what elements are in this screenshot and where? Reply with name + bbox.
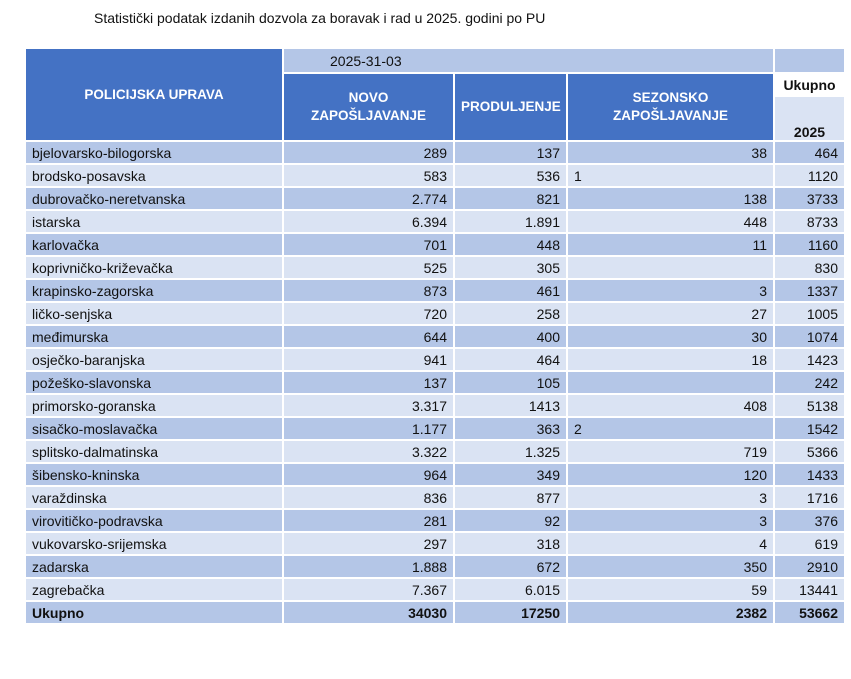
total-ukupno: 53662 [774, 601, 845, 624]
table-row [25, 187, 845, 210]
cell-novo-zaposljavanje: 941 [283, 348, 454, 371]
cell-sezonsko-zaposljavanje: 30 [567, 325, 774, 348]
header-policijska-uprava: POLICIJSKA UPRAVA [25, 48, 283, 141]
cell-policijska-uprava: vukovarsko-srijemska [25, 532, 283, 555]
cell-policijska-uprava: karlovačka [25, 233, 283, 256]
header-sezonsko-zaposljavanje: SEZONSKO ZAPOŠLJAVANJE [567, 73, 774, 141]
total-produljenje: 17250 [454, 601, 567, 624]
cell-sezonsko-zaposljavanje: 11 [567, 233, 774, 256]
table-row [25, 555, 845, 578]
cell-ukupno: 1542 [774, 417, 845, 440]
cell-policijska-uprava: krapinsko-zagorska [25, 279, 283, 302]
cell-novo-zaposljavanje: 701 [283, 233, 454, 256]
cell-ukupno: 13441 [774, 578, 845, 601]
cell-novo-zaposljavanje: 836 [283, 486, 454, 509]
header-ukupno: Ukupno [774, 73, 845, 96]
total-sezonsko-zaposljavanje: 2382 [567, 601, 774, 624]
cell-novo-zaposljavanje: 137 [283, 371, 454, 394]
cell-ukupno: 242 [774, 371, 845, 394]
cell-ukupno: 1337 [774, 279, 845, 302]
cell-policijska-uprava: osječko-baranjska [25, 348, 283, 371]
cell-policijska-uprava: šibensko-kninska [25, 463, 283, 486]
cell-sezonsko-zaposljavanje: 18 [567, 348, 774, 371]
cell-ukupno: 1120 [774, 164, 845, 187]
cell-policijska-uprava: brodsko-posavska [25, 164, 283, 187]
header-year: 2025 [774, 96, 845, 141]
cell-policijska-uprava: zagrebačka [25, 578, 283, 601]
cell-sezonsko-zaposljavanje: 408 [567, 394, 774, 417]
cell-produljenje: 105 [454, 371, 567, 394]
cell-ukupno: 376 [774, 509, 845, 532]
cell-produljenje: 318 [454, 532, 567, 555]
table-row [25, 532, 845, 555]
total-row [25, 601, 845, 624]
cell-novo-zaposljavanje: 6.394 [283, 210, 454, 233]
cell-novo-zaposljavanje: 964 [283, 463, 454, 486]
cell-novo-zaposljavanje: 3.317 [283, 394, 454, 417]
cell-produljenje: 6.015 [454, 578, 567, 601]
cell-policijska-uprava: zadarska [25, 555, 283, 578]
header-novo-zaposljavanje: NOVO ZAPOŠLJAVANJE [283, 73, 454, 141]
cell-sezonsko-zaposljavanje: 38 [567, 141, 774, 164]
table-row [25, 279, 845, 302]
cell-ukupno: 1716 [774, 486, 845, 509]
cell-novo-zaposljavanje: 1.888 [283, 555, 454, 578]
table-row [25, 256, 845, 279]
cell-novo-zaposljavanje: 1.177 [283, 417, 454, 440]
cell-sezonsko-zaposljavanje: 27 [567, 302, 774, 325]
cell-ukupno: 830 [774, 256, 845, 279]
table-row [25, 417, 845, 440]
cell-ukupno: 619 [774, 532, 845, 555]
permits-table [24, 47, 846, 625]
cell-ukupno: 1074 [774, 325, 845, 348]
cell-sezonsko-zaposljavanje: 3 [567, 279, 774, 302]
table-row [25, 371, 845, 394]
cell-policijska-uprava: varaždinska [25, 486, 283, 509]
total-label: Ukupno [25, 601, 283, 624]
cell-produljenje: 536 [454, 164, 567, 187]
table-body [25, 141, 845, 624]
cell-policijska-uprava: požeško-slavonska [25, 371, 283, 394]
cell-novo-zaposljavanje: 289 [283, 141, 454, 164]
cell-policijska-uprava: bjelovarsko-bilogorska [25, 141, 283, 164]
cell-ukupno: 5138 [774, 394, 845, 417]
cell-produljenje: 363 [454, 417, 567, 440]
cell-ukupno: 1423 [774, 348, 845, 371]
cell-produljenje: 400 [454, 325, 567, 348]
cell-produljenje: 305 [454, 256, 567, 279]
cell-policijska-uprava: virovitičko-podravska [25, 509, 283, 532]
cell-sezonsko-zaposljavanje: 4 [567, 532, 774, 555]
cell-novo-zaposljavanje: 281 [283, 509, 454, 532]
table-row [25, 210, 845, 233]
table-row [25, 486, 845, 509]
cell-produljenje: 349 [454, 463, 567, 486]
cell-sezonsko-zaposljavanje: 138 [567, 187, 774, 210]
table-row [25, 302, 845, 325]
cell-policijska-uprava: međimurska [25, 325, 283, 348]
header-date: 2025-31-03 [283, 48, 774, 73]
cell-produljenje: 821 [454, 187, 567, 210]
cell-produljenje: 92 [454, 509, 567, 532]
page-title: Statistički podatak izdanih dozvola za boravak i rad u 2025. godini po PU [94, 10, 546, 26]
header-produljenje: PRODULJENJE [454, 73, 567, 141]
cell-novo-zaposljavanje: 297 [283, 532, 454, 555]
table-row [25, 440, 845, 463]
cell-ukupno: 8733 [774, 210, 845, 233]
cell-ukupno: 464 [774, 141, 845, 164]
table-row [25, 509, 845, 532]
cell-novo-zaposljavanje: 644 [283, 325, 454, 348]
cell-produljenje: 672 [454, 555, 567, 578]
cell-ukupno: 2910 [774, 555, 845, 578]
table-row [25, 463, 845, 486]
cell-ukupno: 1433 [774, 463, 845, 486]
cell-sezonsko-zaposljavanje: 1 [567, 164, 774, 187]
cell-novo-zaposljavanje: 583 [283, 164, 454, 187]
cell-sezonsko-zaposljavanje: 3 [567, 509, 774, 532]
table-row [25, 394, 845, 417]
cell-produljenje: 258 [454, 302, 567, 325]
cell-produljenje: 877 [454, 486, 567, 509]
table-row [25, 348, 845, 371]
cell-produljenje: 464 [454, 348, 567, 371]
cell-produljenje: 1413 [454, 394, 567, 417]
cell-novo-zaposljavanje: 3.322 [283, 440, 454, 463]
cell-novo-zaposljavanje: 2.774 [283, 187, 454, 210]
header-empty-cell [774, 48, 845, 73]
cell-policijska-uprava: istarska [25, 210, 283, 233]
cell-sezonsko-zaposljavanje: 3 [567, 486, 774, 509]
cell-ukupno: 3733 [774, 187, 845, 210]
cell-sezonsko-zaposljavanje: 719 [567, 440, 774, 463]
cell-policijska-uprava: dubrovačko-neretvanska [25, 187, 283, 210]
cell-ukupno: 5366 [774, 440, 845, 463]
cell-policijska-uprava: ličko-senjska [25, 302, 283, 325]
table-row [25, 233, 845, 256]
cell-novo-zaposljavanje: 525 [283, 256, 454, 279]
cell-policijska-uprava: koprivničko-križevačka [25, 256, 283, 279]
cell-sezonsko-zaposljavanje: 350 [567, 555, 774, 578]
cell-novo-zaposljavanje: 873 [283, 279, 454, 302]
cell-sezonsko-zaposljavanje [567, 256, 774, 279]
cell-produljenje: 461 [454, 279, 567, 302]
table-row [25, 164, 845, 187]
table-row [25, 325, 845, 348]
table-row [25, 578, 845, 601]
cell-policijska-uprava: splitsko-dalmatinska [25, 440, 283, 463]
cell-produljenje: 1.891 [454, 210, 567, 233]
total-novo-zaposljavanje: 34030 [283, 601, 454, 624]
cell-novo-zaposljavanje: 7.367 [283, 578, 454, 601]
cell-sezonsko-zaposljavanje: 448 [567, 210, 774, 233]
cell-ukupno: 1005 [774, 302, 845, 325]
cell-produljenje: 137 [454, 141, 567, 164]
cell-novo-zaposljavanje: 720 [283, 302, 454, 325]
cell-sezonsko-zaposljavanje: 120 [567, 463, 774, 486]
cell-produljenje: 448 [454, 233, 567, 256]
cell-policijska-uprava: primorsko-goranska [25, 394, 283, 417]
cell-ukupno: 1160 [774, 233, 845, 256]
cell-policijska-uprava: sisačko-moslavačka [25, 417, 283, 440]
cell-sezonsko-zaposljavanje [567, 371, 774, 394]
cell-sezonsko-zaposljavanje: 2 [567, 417, 774, 440]
cell-produljenje: 1.325 [454, 440, 567, 463]
table-row [25, 141, 845, 164]
cell-sezonsko-zaposljavanje: 59 [567, 578, 774, 601]
